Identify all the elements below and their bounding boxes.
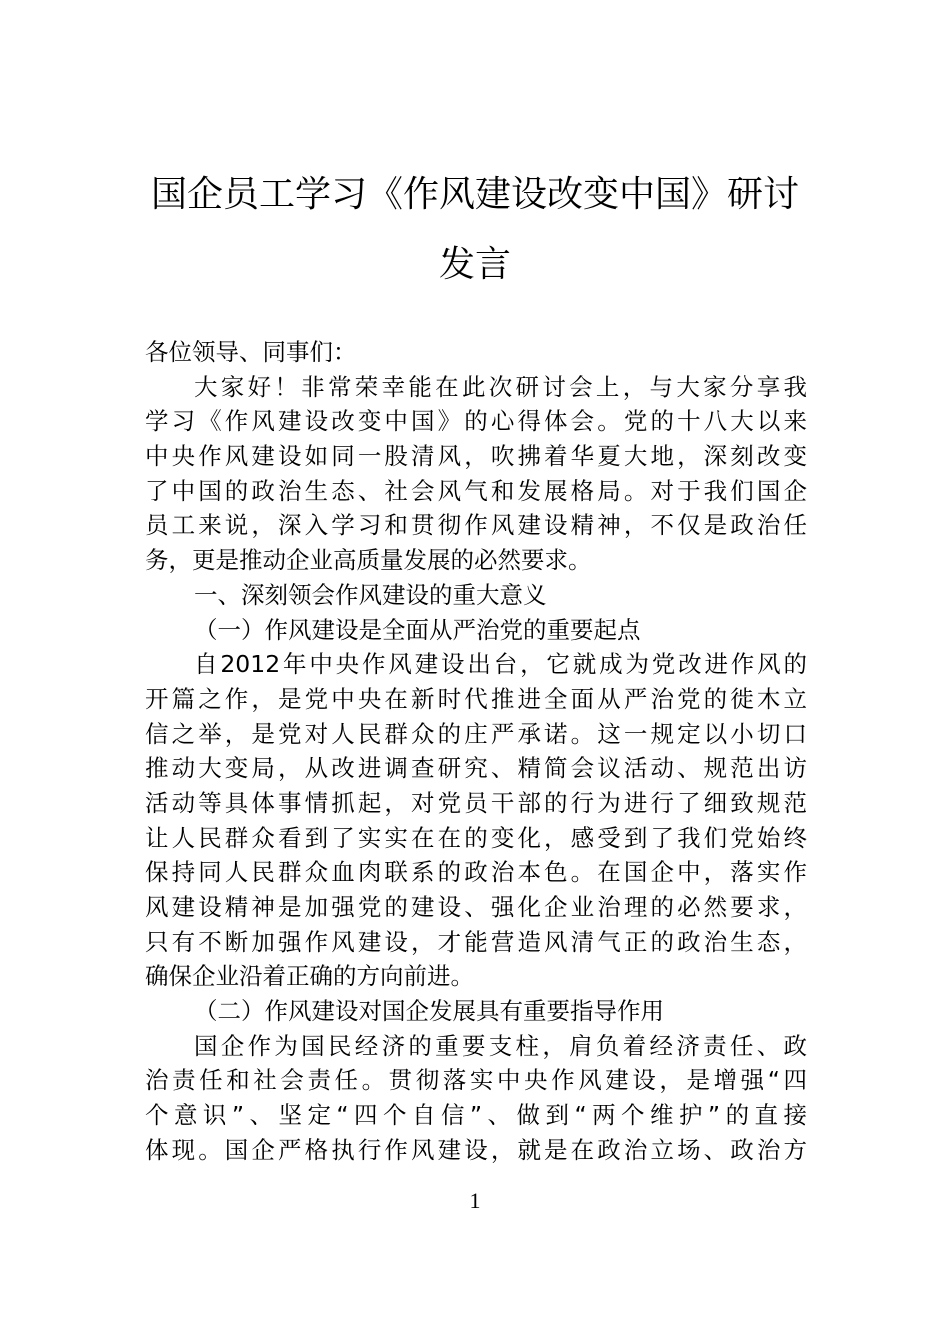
text-line: 让人民群众看到了实实在在的变化，感受到了我们党始终 (145, 823, 807, 852)
text-line: 了中国的政治生态、社会风气和发展格局。对于我们国企 (145, 476, 807, 505)
text-line: 确保企业沿着正确的方向前进。 (145, 962, 474, 991)
text-line: 各位领导、同事们： (145, 338, 357, 366)
text-line: 自2012年中央作风建设出台，它就成为党改进作风的 (194, 650, 807, 679)
text-line: 中央作风建设如同一股清风，吹拂着华夏大地，深刻改变 (145, 442, 807, 471)
text-line: 保持同人民群众血肉联系的政治本色。在国企中，落实作 (145, 858, 807, 887)
text-line: 推动大变局，从改进调查研究、精简会议活动、规范出访 (145, 754, 807, 783)
text-line: 一、深刻领会作风建设的重大意义 (194, 580, 547, 609)
text-line: （二）作风建设对国企发展具有重要指导作用 (194, 997, 664, 1026)
text-line: 只有不断加强作风建设，才能营造风清气正的政治生态， (145, 927, 807, 956)
document-body (145, 335, 807, 1168)
text-line: 学习《作风建设改变中国》的心得体会。党的十八大以来 (145, 407, 807, 436)
document-title-line-2: 发言 (438, 244, 511, 285)
text-line: 国企作为国民经济的重要支柱，肩负着经济责任、政 (194, 1031, 807, 1060)
text-line: 体现。国企严格执行作风建设，就是在政治立场、政治方 (145, 1135, 807, 1164)
text-line: （一）作风建设是全面从严治党的重要起点 (194, 615, 641, 644)
text-line: 大家好！非常荣幸能在此次研讨会上，与大家分享我 (194, 372, 807, 401)
text-line: 员工来说，深入学习和贯彻作风建设精神，不仅是政治任 (145, 511, 807, 540)
text-line: 信之举，是党对人民群众的庄严承诺。这一规定以小切口 (145, 719, 807, 748)
text-line: 开篇之作，是党中央在新时代推进全面从严治党的徙木立 (145, 684, 807, 713)
page-number: 1 (469, 1188, 481, 1213)
text-line: 治责任和社会责任。贯彻落实中央作风建设，是增强“四 (145, 1066, 807, 1095)
text-line: 个意识”、坚定“四个自信”、做到“两个维护”的直接 (145, 1101, 807, 1130)
text-line: 务，更是推动企业高质量发展的必然要求。 (145, 546, 592, 575)
document-title-line-1: 国企员工学习《作风建设改变中国》研讨 (150, 174, 799, 215)
text-line: 活动等具体事情抓起，对党员干部的行为进行了细致规范 (145, 788, 807, 817)
text-line: 风建设精神是加强党的建设、强化企业治理的必然要求， (145, 893, 807, 921)
